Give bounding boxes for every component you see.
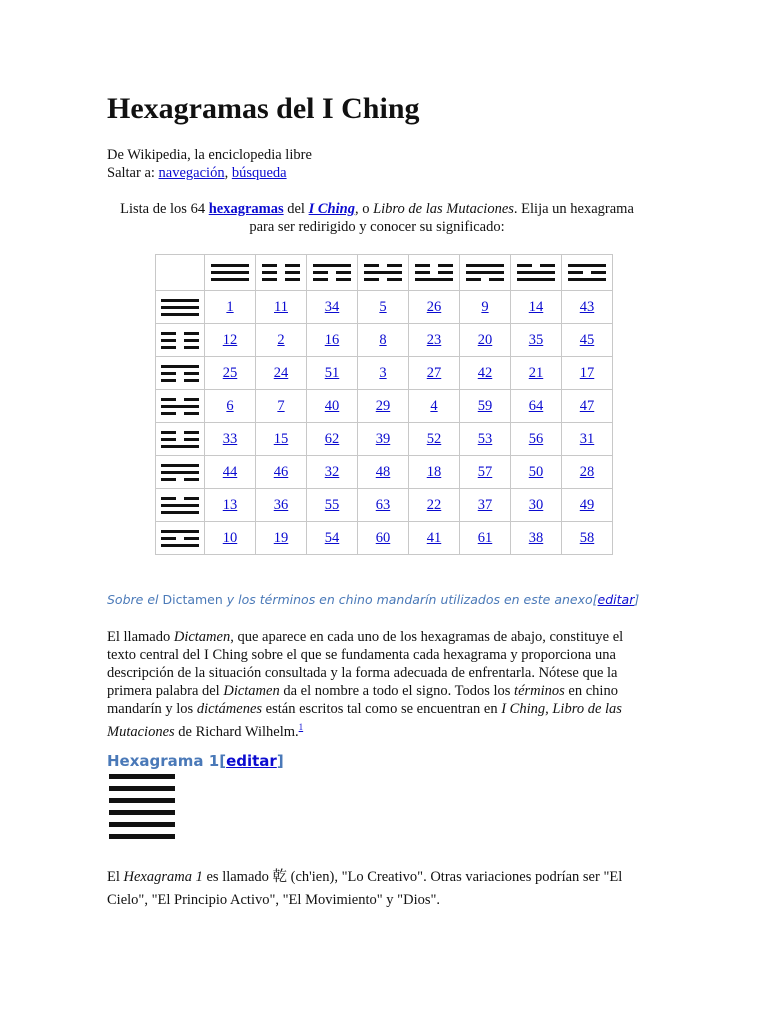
hexagram-cell xyxy=(307,456,358,489)
column-trigram-header xyxy=(511,255,562,291)
hexagram-link[interactable]: 24 xyxy=(273,364,289,381)
hexagram-link[interactable]: 46 xyxy=(273,463,289,480)
trigram-icon xyxy=(466,260,504,285)
hexagram-cell xyxy=(409,489,460,522)
edit-link[interactable]: editar xyxy=(226,752,277,770)
intro-text-part: Lista de los 64 xyxy=(120,201,209,217)
hexagram-link[interactable]: 5 xyxy=(379,298,387,315)
trigram-icon xyxy=(161,328,199,353)
hexagram-link[interactable]: 31 xyxy=(579,430,595,447)
hexagram-cell xyxy=(307,489,358,522)
hexagram-cell xyxy=(460,489,511,522)
table-corner-cell xyxy=(156,255,205,291)
page-title: Hexagramas del I Ching xyxy=(107,92,420,125)
hexagram-cell xyxy=(409,324,460,357)
hexagram-cell xyxy=(562,423,613,456)
table-row xyxy=(156,489,613,522)
hexagram-line xyxy=(109,834,175,839)
hexagram-cell xyxy=(205,324,256,357)
row-trigram-header xyxy=(156,522,205,555)
hexagram-line xyxy=(109,774,175,779)
hexagram-link[interactable]: 32 xyxy=(324,463,340,480)
trigram-icon xyxy=(262,260,300,285)
hexagram-cell xyxy=(460,456,511,489)
hexagram-link[interactable]: 59 xyxy=(477,397,493,414)
column-trigram-header xyxy=(562,255,613,291)
table-row xyxy=(156,456,613,489)
hexagram-line xyxy=(109,786,175,791)
hexagram-link[interactable]: 19 xyxy=(273,529,289,546)
paragraph-text: , que aparece en cada uno de los hexagramas de abajo, constituye el texto central del I Ching sobre el que se fundamenta cada hexagrama y proporciona una descripción de la situación consultada y la forma adecuada de enfrentarla. Nótese que la primera palabra del xyxy=(107,629,624,699)
paragraph-emphasis: Dictamen xyxy=(173,629,231,645)
hexagram-line xyxy=(109,798,175,803)
hexagram-link[interactable]: 9 xyxy=(481,298,489,315)
trigram-icon xyxy=(161,394,199,419)
hexagram-cell xyxy=(307,423,358,456)
column-trigram-header xyxy=(307,255,358,291)
hexagram-link[interactable]: 14 xyxy=(528,298,544,315)
hexagram-link[interactable]: 26 xyxy=(426,298,442,315)
hexagram-link[interactable]: 7 xyxy=(277,397,285,414)
hexagram-cell xyxy=(409,522,460,555)
hexagram-cell xyxy=(409,291,460,324)
hexagram-link[interactable]: 56 xyxy=(528,430,544,447)
table-row xyxy=(156,423,613,456)
hexagram-link[interactable]: 25 xyxy=(222,364,238,381)
hexagram-link[interactable]: 1 xyxy=(226,298,234,315)
hexagram-link[interactable]: 21 xyxy=(528,364,544,381)
paragraph-text: en chino mandarín y los xyxy=(107,683,618,717)
hexagram-link[interactable]: 20 xyxy=(477,331,493,348)
edit-bracket: ] xyxy=(634,592,640,607)
hexagram-cell xyxy=(409,423,460,456)
hexagram-link[interactable]: 33 xyxy=(222,430,238,447)
reference-link[interactable]: 1 xyxy=(298,722,304,732)
hexagram-link[interactable]: 8 xyxy=(379,331,387,348)
hexagram-link[interactable]: 49 xyxy=(579,496,595,513)
trigram-icon xyxy=(161,460,199,485)
column-trigram-header xyxy=(205,255,256,291)
hexagram-link[interactable]: 61 xyxy=(477,529,493,546)
hexagram-link[interactable]: 38 xyxy=(528,529,544,546)
i-ching-link[interactable]: I Ching xyxy=(308,201,355,217)
hexagram-link[interactable]: 37 xyxy=(477,496,493,513)
section-heading-hexagrama-1 xyxy=(107,752,284,770)
hexagram-link[interactable]: 64 xyxy=(528,397,544,414)
hexagram-cell xyxy=(358,291,409,324)
hexagram-cell xyxy=(256,291,307,324)
hexagram-link[interactable]: 2 xyxy=(277,331,285,348)
hexagram-cell xyxy=(205,390,256,423)
hexagram-cell xyxy=(358,324,409,357)
hexagram-cell xyxy=(511,522,562,555)
hexagram-cell xyxy=(409,390,460,423)
hexagram-link[interactable]: 29 xyxy=(375,397,391,414)
hexagram-cell xyxy=(460,291,511,324)
paragraph-emphasis: términos xyxy=(514,683,565,699)
row-trigram-header xyxy=(156,291,205,324)
hexagram-cell xyxy=(562,489,613,522)
hexagram-link[interactable]: 45 xyxy=(579,331,595,348)
hexagram-link[interactable]: 60 xyxy=(375,529,391,546)
table-row xyxy=(156,357,613,390)
hexagram-cell xyxy=(358,489,409,522)
hexagram-cell xyxy=(205,423,256,456)
book-title: Libro de las Mutaciones xyxy=(373,201,514,217)
hexagram-cell xyxy=(205,522,256,555)
hexagram-cell xyxy=(562,522,613,555)
hexagram-cell xyxy=(256,423,307,456)
hexagram-link[interactable]: 43 xyxy=(579,298,595,315)
hexagram-link[interactable]: 15 xyxy=(273,430,289,447)
paragraph-text: de Richard Wilhelm. xyxy=(174,723,299,740)
hexagram-link[interactable]: 58 xyxy=(579,529,595,546)
intro-text-part: . Elija un hexagrama para ser redirigido y conocer su significado: xyxy=(249,201,634,235)
table-row xyxy=(156,324,613,357)
jump-separator: , xyxy=(224,165,232,181)
hexagram-cell xyxy=(562,456,613,489)
navigation-link[interactable]: navegación xyxy=(158,165,225,181)
hexagram-line xyxy=(109,810,175,815)
hexagram-link[interactable]: 28 xyxy=(579,463,595,480)
hexagram-cell xyxy=(256,489,307,522)
edit-bracket: [ xyxy=(219,752,227,770)
hexagram-link[interactable]: 36 xyxy=(273,496,289,513)
hexagram-1-icon xyxy=(109,774,175,846)
paragraph-text: están escritos tal como se encuentran en xyxy=(262,701,502,717)
hexagram-cell xyxy=(307,357,358,390)
hexagram-cell xyxy=(460,357,511,390)
heading-text: Hexagrama 1 xyxy=(107,752,220,770)
hexagram-cell xyxy=(511,390,562,423)
paragraph-text: El llamado xyxy=(107,629,174,645)
hexagram-link[interactable]: 23 xyxy=(426,331,442,348)
hexagram-cell xyxy=(562,291,613,324)
intro-text-part: , o xyxy=(354,201,374,217)
dictamen-paragraph xyxy=(107,628,647,741)
heading-text: Dictamen xyxy=(162,592,223,607)
hexagram-cell xyxy=(358,456,409,489)
hexagram-link[interactable]: 42 xyxy=(477,364,493,381)
paragraph-emphasis: I Ching, Libro de las Mutaciones xyxy=(107,701,622,740)
hexagram-link[interactable]: 63 xyxy=(375,496,391,513)
hexagram-link[interactable]: 18 xyxy=(426,463,442,480)
hexagram-cell xyxy=(409,357,460,390)
heading-text: Sobre el xyxy=(107,592,163,607)
edit-bracket: [ xyxy=(592,592,598,607)
hexagram-link[interactable]: 52 xyxy=(426,430,442,447)
column-trigram-header xyxy=(409,255,460,291)
hexagram-cell xyxy=(256,456,307,489)
hexagram-cell xyxy=(205,357,256,390)
trigram-icon xyxy=(313,260,351,285)
hexagram-cell xyxy=(460,324,511,357)
edit-link[interactable]: editar xyxy=(597,592,635,607)
trigram-icon xyxy=(161,526,199,551)
trigram-icon xyxy=(161,493,199,518)
hexagram-cell xyxy=(358,522,409,555)
hexagram-link[interactable]: 4 xyxy=(430,397,438,414)
hexagram-cell xyxy=(358,423,409,456)
paragraph-emphasis: Dictamen xyxy=(223,683,280,699)
trigram-icon xyxy=(415,260,453,285)
hexagram-table xyxy=(155,254,613,555)
hexagram-link[interactable]: 47 xyxy=(579,397,595,414)
row-trigram-header xyxy=(156,357,205,390)
hexagram-link[interactable]: 62 xyxy=(324,430,340,447)
hexagram-cell xyxy=(256,357,307,390)
edit-bracket: ] xyxy=(276,752,284,770)
row-trigram-header xyxy=(156,390,205,423)
hexagram-cell xyxy=(511,291,562,324)
hexagram-cell xyxy=(511,324,562,357)
hexagram-link[interactable]: 44 xyxy=(222,463,238,480)
hexagram-link[interactable]: 6 xyxy=(226,397,234,414)
hexagram-cell xyxy=(205,291,256,324)
hexagram-link[interactable]: 11 xyxy=(274,298,288,315)
row-trigram-header xyxy=(156,456,205,489)
hexagram-link[interactable]: 30 xyxy=(528,496,544,513)
hexagram-cell xyxy=(562,390,613,423)
hexagram-cell xyxy=(205,456,256,489)
hexagram-link[interactable]: 54 xyxy=(324,529,340,546)
hexagram-link[interactable]: 41 xyxy=(426,529,442,546)
hexagram-cell xyxy=(205,489,256,522)
trigram-icon xyxy=(211,260,249,285)
jump-label: Saltar a: xyxy=(107,165,159,181)
hexagram-cell xyxy=(256,522,307,555)
table-row xyxy=(156,522,613,555)
hexagram-cell xyxy=(511,357,562,390)
hexagram-cell xyxy=(460,423,511,456)
hexagram-cell xyxy=(358,357,409,390)
hexagram-link[interactable]: 27 xyxy=(426,364,442,381)
column-trigram-header xyxy=(460,255,511,291)
paragraph-emphasis: dictámenes xyxy=(196,701,263,717)
hexagram-link[interactable]: 39 xyxy=(375,430,391,447)
paragraph-emphasis: Hexagrama 1 xyxy=(123,869,203,885)
hexagram-link[interactable]: 40 xyxy=(324,397,340,414)
hexagram-link[interactable]: 57 xyxy=(477,463,493,480)
table-row xyxy=(156,291,613,324)
hexagramas-link[interactable]: hexagramas xyxy=(208,201,284,217)
hexagram-cell xyxy=(256,390,307,423)
hexagram-cell xyxy=(511,489,562,522)
hexagram-link[interactable]: 48 xyxy=(375,463,391,480)
hexagram-link[interactable]: 34 xyxy=(324,298,340,315)
trigram-icon xyxy=(161,295,199,320)
heading-text: y los términos en chino mandarín utilizados en este anexo xyxy=(222,592,593,607)
column-trigram-header xyxy=(256,255,307,291)
hexagram-link[interactable]: 3 xyxy=(379,364,387,381)
hexagram-link[interactable]: 12 xyxy=(222,331,238,348)
paragraph-text: da el nombre a todo el signo. Todos los xyxy=(279,683,515,699)
hexagram-cell xyxy=(460,522,511,555)
trigram-icon xyxy=(161,427,199,452)
hexagram-link[interactable]: 16 xyxy=(324,331,340,348)
hexagram-line xyxy=(109,822,175,827)
hexagram-link[interactable]: 17 xyxy=(579,364,595,381)
trigram-icon xyxy=(364,260,402,285)
paragraph-text: es llamado 乾 (ch'ien), "Lo Creativo". Otras variaciones podrían ser "El Cielo", "El Principio Activo", "El Movimiento" y "Dios". xyxy=(107,869,623,908)
trigram-icon xyxy=(568,260,606,285)
hexagram-cell xyxy=(256,324,307,357)
hexagram-link[interactable]: 10 xyxy=(222,529,238,546)
hexagram-cell xyxy=(562,357,613,390)
hexagram-cell xyxy=(307,522,358,555)
paragraph-text: El xyxy=(107,869,124,885)
hexagram-cell xyxy=(358,390,409,423)
table-header-row xyxy=(156,255,613,291)
hexagram-link[interactable]: 51 xyxy=(324,364,340,381)
hexagram-1-paragraph xyxy=(107,866,647,912)
hexagram-link[interactable]: 50 xyxy=(528,463,544,480)
hexagram-cell xyxy=(511,423,562,456)
hexagram-link[interactable]: 55 xyxy=(324,496,340,513)
column-trigram-header xyxy=(358,255,409,291)
section-heading-dictamen xyxy=(107,592,639,607)
hexagram-cell xyxy=(409,456,460,489)
hexagram-cell xyxy=(307,324,358,357)
hexagram-cell xyxy=(562,324,613,357)
jump-links xyxy=(107,164,287,182)
hexagram-link[interactable]: 35 xyxy=(528,331,544,348)
hexagram-cell xyxy=(307,291,358,324)
hexagram-cell xyxy=(307,390,358,423)
intro-text-part: del xyxy=(283,201,309,217)
hexagram-cell xyxy=(460,390,511,423)
row-trigram-header xyxy=(156,423,205,456)
row-trigram-header xyxy=(156,324,205,357)
hexagram-link[interactable]: 53 xyxy=(477,430,493,447)
table-row xyxy=(156,390,613,423)
intro-text xyxy=(107,200,647,236)
trigram-icon xyxy=(517,260,555,285)
row-trigram-header xyxy=(156,489,205,522)
hexagram-link[interactable]: 13 xyxy=(222,496,238,513)
hexagram-link[interactable]: 22 xyxy=(426,496,442,513)
search-link[interactable]: búsqueda xyxy=(231,165,287,181)
site-subtitle: De Wikipedia, la enciclopedia libre xyxy=(107,147,312,163)
hexagram-cell xyxy=(511,456,562,489)
trigram-icon xyxy=(161,361,199,386)
